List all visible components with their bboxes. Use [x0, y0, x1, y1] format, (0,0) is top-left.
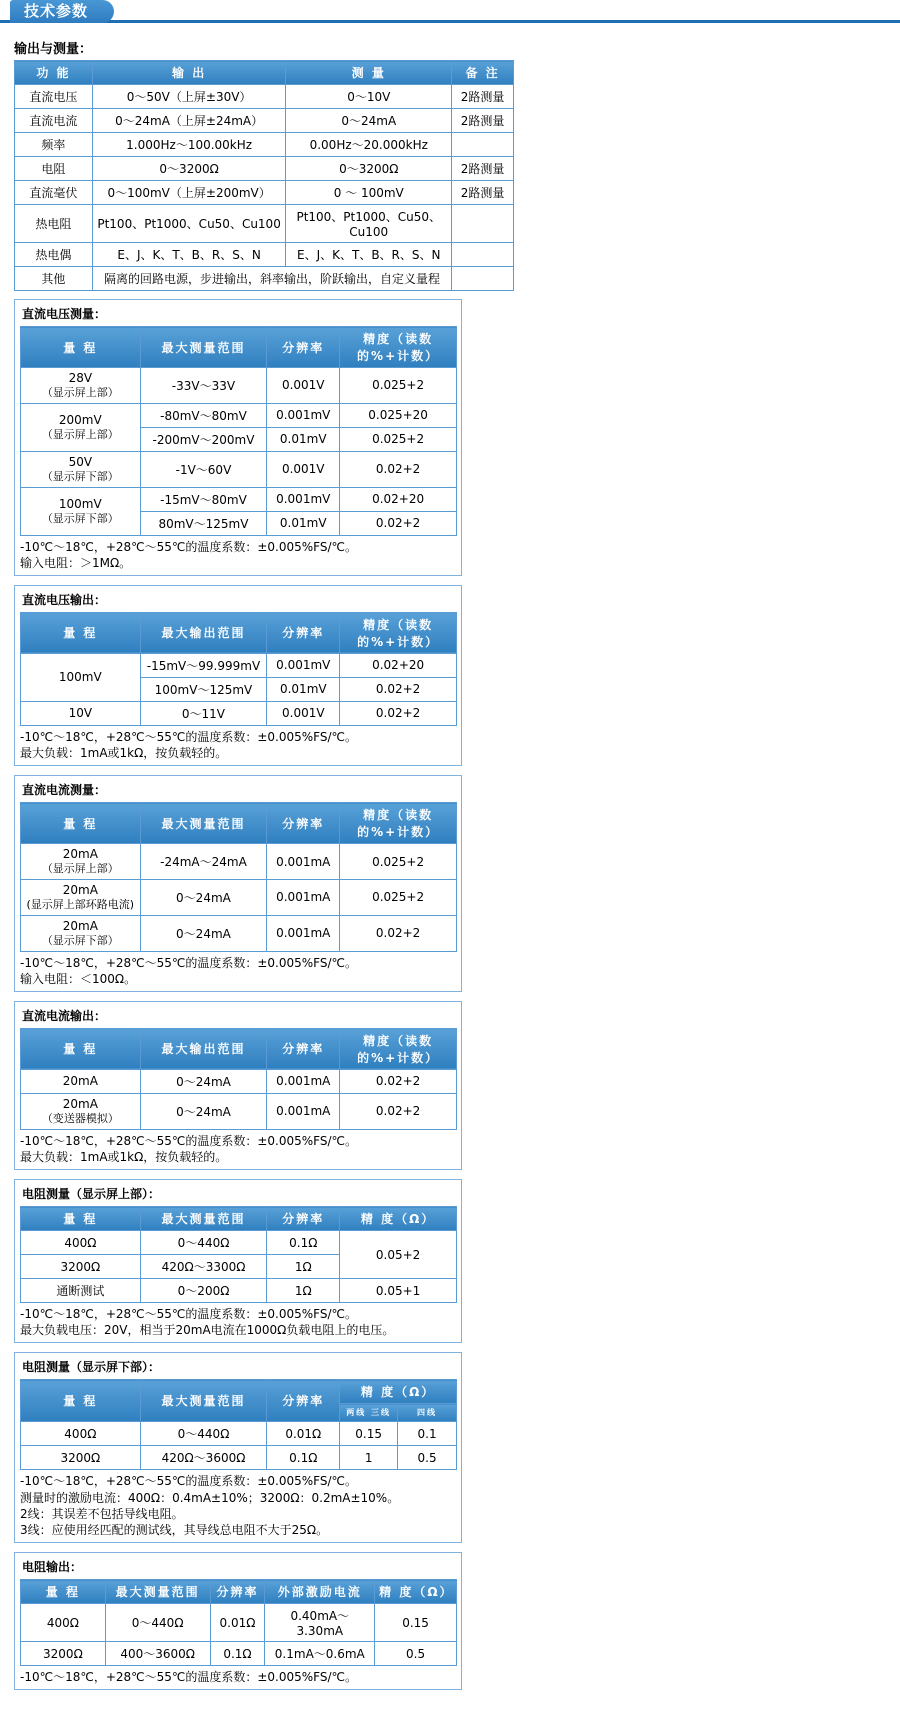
col-range: 量 程 [21, 1207, 141, 1231]
cell-accuracy: 0.025+2 [340, 844, 457, 880]
table-row [21, 844, 457, 880]
col-accuracy: 精 度（Ω） [340, 1380, 457, 1404]
table-row [21, 701, 457, 725]
cell-resolution: 0.01Ω [267, 1422, 340, 1446]
col-resolution: 分辨率 [267, 1028, 340, 1069]
col-max: 最大测量范围 [140, 1207, 267, 1231]
cell-resolution: 0.001mA [267, 915, 340, 951]
cell-accuracy: 0.05+1 [340, 1279, 457, 1303]
cell-resolution: 0.001mA [267, 880, 340, 916]
cell-accuracy: 0.02+2 [340, 701, 457, 725]
cell-measure: 0～3200Ω [286, 157, 452, 181]
table-header-row [15, 61, 514, 85]
cell-max: -200mV～200mV [140, 427, 267, 451]
range-value: 20mA [62, 847, 98, 862]
cell-resolution: 0.01mV [267, 511, 340, 535]
note-line: -10℃～18℃，+28℃～55℃的温度系数：±0.005%FS/℃。 [20, 1474, 358, 1489]
table-row [21, 487, 457, 511]
col-max: 最大测量范围 [105, 1580, 210, 1604]
note-line: -10℃～18℃，+28℃～55℃的温度系数：±0.005%FS/℃。 [20, 1133, 358, 1148]
cell-max: 0～11V [140, 701, 267, 725]
cell-function: 直流电压 [15, 85, 93, 109]
note-line: -10℃～18℃，+28℃～55℃的温度系数：±0.005%FS/℃。 [20, 1670, 358, 1685]
cell-resolution: 0.001mA [267, 844, 340, 880]
table-header-row [21, 1380, 457, 1404]
range-value: 100mV [58, 496, 102, 511]
col-range: 量 程 [21, 327, 141, 368]
page-banner [0, 0, 900, 30]
col-range: 量 程 [21, 1028, 141, 1069]
note-line: 3线：应使用经匹配的测试线，其导线总电阻不大于25Ω。 [20, 1522, 329, 1537]
block-notes [20, 1669, 456, 1685]
table-row [15, 205, 514, 243]
block-title: 电阻测量（显示屏下部）： [22, 1360, 161, 1375]
cell-function: 其他 [15, 267, 93, 291]
table-row [21, 1446, 457, 1470]
block-dc-current-output [14, 1001, 462, 1170]
range-value: 20mA [62, 918, 98, 933]
cell-function: 直流毫伏 [15, 181, 93, 205]
block-title: 电阻测量（显示屏上部）： [22, 1187, 161, 1201]
cell-max: 0～440Ω [140, 1422, 267, 1446]
table-row [21, 915, 457, 951]
range-value: 100mV [58, 670, 102, 685]
cell-accuracy: 0.05+2 [340, 1231, 457, 1279]
col-external-current: 外部激励电流 [265, 1580, 375, 1604]
block-notes [20, 1133, 456, 1165]
table-dc-current-measure [20, 802, 457, 951]
cell-output: 1.000Hz～100.00kHz [92, 133, 286, 157]
cell-max: 100mV～125mV [140, 677, 267, 701]
cell-function: 热电偶 [15, 243, 93, 267]
cell-resolution: 0.001mV [267, 653, 340, 677]
cell-accuracy: 0.025+2 [340, 427, 457, 451]
cell-max: -80mV～80mV [140, 403, 267, 427]
note-line: -10℃～18℃，+28℃～55℃的温度系数：±0.005%FS/℃。 [20, 539, 358, 554]
cell-range: 400Ω [21, 1604, 106, 1642]
note-line: -10℃～18℃，+28℃～55℃的温度系数：±0.005%FS/℃。 [20, 729, 358, 744]
table-row [21, 1279, 457, 1303]
range-note: (显示屏上部环路电流) [26, 898, 135, 911]
col-max: 最大测量范围 [140, 803, 267, 844]
note-line: 输入电阻：＜100Ω。 [20, 971, 137, 986]
note-line: 最大负载电压：20V，相当于20mA电流在1000Ω负载电阻上的电压。 [20, 1323, 395, 1338]
block-title: 直流电压输出： [22, 592, 107, 607]
note-line: 最大负载：1mA或1kΩ，按负载轻的。 [20, 1149, 228, 1164]
block-dc-voltage-output [14, 585, 462, 766]
block-dc-voltage-measure [14, 299, 462, 576]
cell-output: Pt100、Pt1000、Cu50、Cu100 [92, 205, 286, 243]
cell-range: 3200Ω [21, 1446, 141, 1470]
col-max: 最大输出范围 [140, 1028, 267, 1069]
block-notes [20, 539, 456, 571]
cell-resolution: 0.001V [267, 451, 340, 487]
cell-max: 0～24mA [140, 880, 267, 916]
col-max: 最大测量范围 [140, 1380, 267, 1422]
cell-range [21, 403, 141, 451]
table-resistance-measure-lower [20, 1379, 457, 1470]
cell-range [21, 915, 141, 951]
table-dc-current-output [20, 1028, 457, 1130]
block-resistance-measure-upper [14, 1179, 462, 1343]
cell-accuracy: 0.02+2 [340, 451, 457, 487]
cell-output: 隔离的回路电源，步进输出，斜率输出，阶跃输出，自定义量程 [92, 267, 451, 291]
note-line: 测量时的激励电流：400Ω：0.4mA±10%；3200Ω：0.2mA±10%。 [20, 1490, 400, 1505]
cell-external-current: 0.40mA～3.30mA [265, 1604, 375, 1642]
cell-range [21, 368, 141, 404]
cell-max: 0～24mA [140, 1069, 267, 1093]
cell-range [21, 1093, 141, 1129]
range-note: （变送器模拟） [41, 1111, 119, 1125]
col-resolution: 分辨率 [267, 612, 340, 653]
table-row [21, 403, 457, 427]
cell-range [21, 880, 141, 916]
range-note: （显示屏上部） [41, 862, 119, 876]
table-row [15, 157, 514, 181]
col-function: 功 能 [15, 61, 93, 85]
block-resistance-output [14, 1552, 462, 1690]
cell-remark [452, 205, 514, 243]
cell-accuracy: 0.02+2 [340, 1069, 457, 1093]
table-resistance-output [20, 1579, 457, 1666]
cell-max: 80mV～125mV [140, 511, 267, 535]
cell-measure: 0 ～ 100mV [286, 181, 452, 205]
cell-range: 400Ω [21, 1422, 141, 1446]
table-io-measure [14, 60, 514, 291]
col-range: 量 程 [21, 612, 141, 653]
table-row [21, 880, 457, 916]
cell-accuracy-4wire: 0.5 [398, 1446, 457, 1470]
cell-accuracy: 0.02+2 [340, 677, 457, 701]
col-accuracy: 精度（读数的%+计数） [340, 327, 457, 368]
cell-output: 0～50V（上屏±30V） [92, 85, 286, 109]
table-row [21, 1231, 457, 1255]
table-row [21, 1642, 457, 1666]
banner-rule [0, 20, 900, 23]
col-range: 量 程 [21, 803, 141, 844]
cell-max: -33V～33V [140, 368, 267, 404]
cell-remark: 2路测量 [452, 157, 514, 181]
cell-measure: 0～24mA [286, 109, 452, 133]
cell-accuracy: 0.02+2 [340, 511, 457, 535]
cell-measure: 0.00Hz～20.000kHz [286, 133, 452, 157]
block-resistance-measure-lower [14, 1352, 462, 1543]
cell-max: -24mA～24mA [140, 844, 267, 880]
cell-resolution: 0.1Ω [267, 1446, 340, 1470]
range-value: 200mV [58, 412, 102, 427]
col-remark: 备 注 [452, 61, 514, 85]
cell-accuracy: 0.15 [375, 1604, 457, 1642]
cell-range: 10V [21, 701, 141, 725]
col-accuracy-4wire: 四线 [398, 1404, 457, 1422]
block-title: 直流电流输出： [22, 1008, 107, 1023]
cell-accuracy: 0.02+20 [340, 487, 457, 511]
cell-range: 20mA [21, 1069, 141, 1093]
col-max: 最大测量范围 [140, 327, 267, 368]
table-header-row [21, 803, 457, 844]
cell-resolution: 1Ω [267, 1255, 340, 1279]
cell-max: -15mV～80mV [140, 487, 267, 511]
cell-external-current: 0.1mA～0.6mA [265, 1642, 375, 1666]
range-note: （显示屏下部） [41, 933, 119, 947]
cell-max: 0～24mA [140, 1093, 267, 1129]
table-header-row [21, 612, 457, 653]
col-measure: 测 量 [286, 61, 452, 85]
table-row [21, 1093, 457, 1129]
cell-range: 3200Ω [21, 1255, 141, 1279]
block-title: 直流电流测量： [22, 783, 107, 798]
cell-range [21, 653, 141, 701]
cell-max: 400～3600Ω [105, 1642, 210, 1666]
cell-accuracy: 0.02+2 [340, 915, 457, 951]
cell-max: -1V～60V [140, 451, 267, 487]
range-note: （显示屏下部） [41, 511, 119, 525]
cell-accuracy-2-3wire: 1 [340, 1446, 398, 1470]
table-header-row [21, 1028, 457, 1069]
table-row [15, 243, 514, 267]
cell-output: E、J、K、T、B、R、S、N [92, 243, 286, 267]
cell-accuracy-2-3wire: 0.15 [340, 1422, 398, 1446]
cell-resolution: 0.01mV [267, 427, 340, 451]
block-title: 直流电压测量： [22, 307, 107, 321]
cell-resolution: 0.001mV [267, 403, 340, 427]
col-range: 量 程 [21, 1580, 106, 1604]
table-row [15, 85, 514, 109]
cell-accuracy: 0.025+2 [340, 880, 457, 916]
cell-resolution: 0.001V [267, 368, 340, 404]
cell-max: 0～440Ω [105, 1604, 210, 1642]
table-row [21, 451, 457, 487]
cell-resolution: 0.001mV [267, 487, 340, 511]
col-output: 输 出 [92, 61, 286, 85]
cell-range: 400Ω [21, 1231, 141, 1255]
table-header-row [21, 327, 457, 368]
cell-range: 通断测试 [21, 1279, 141, 1303]
col-accuracy-2-3wire: 两线 三线 [340, 1404, 398, 1422]
table-row [15, 267, 514, 291]
cell-max: 420Ω～3600Ω [140, 1446, 267, 1470]
table-row [21, 1604, 457, 1642]
cell-resolution: 0.001mA [267, 1069, 340, 1093]
table-header-row [21, 1207, 457, 1231]
cell-measure: E、J、K、T、B、R、S、N [286, 243, 452, 267]
cell-resolution: 0.01mV [267, 677, 340, 701]
table-row [21, 368, 457, 404]
cell-remark: 2路测量 [452, 181, 514, 205]
cell-accuracy: 0.025+2 [340, 368, 457, 404]
cell-output: 0～3200Ω [92, 157, 286, 181]
table-row [15, 133, 514, 157]
cell-function: 热电阻 [15, 205, 93, 243]
range-note: （显示屏上部） [41, 386, 119, 399]
cell-function: 直流电流 [15, 109, 93, 133]
col-resolution: 分辨率 [267, 327, 340, 368]
cell-range [21, 451, 141, 487]
table-dc-voltage-measure [20, 326, 457, 536]
cell-function: 电阻 [15, 157, 93, 181]
cell-accuracy: 0.025+20 [340, 403, 457, 427]
cell-range: 3200Ω [21, 1642, 106, 1666]
cell-resolution: 0.01Ω [210, 1604, 265, 1642]
cell-function: 频率 [15, 133, 93, 157]
block-dc-current-measure [14, 775, 462, 992]
range-value: 20mA [62, 1096, 98, 1111]
cell-measure: 0～10V [286, 85, 452, 109]
cell-output: 0～24mA（上屏±24mA） [92, 109, 286, 133]
cell-accuracy: 0.5 [375, 1642, 457, 1666]
cell-accuracy: 0.02+2 [340, 1093, 457, 1129]
banner-tab-label: 技术参数 [10, 0, 114, 23]
table-row [21, 1422, 457, 1446]
note-line: -10℃～18℃，+28℃～55℃的温度系数：±0.005%FS/℃。 [20, 955, 358, 970]
cell-range [21, 844, 141, 880]
range-value: 20mA [62, 883, 98, 897]
range-value: 28V [68, 371, 93, 385]
note-line: -10℃～18℃，+28℃～55℃的温度系数：±0.005%FS/℃。 [20, 1307, 358, 1321]
block-notes [20, 729, 456, 761]
cell-remark [452, 243, 514, 267]
cell-max: 420Ω～3300Ω [140, 1255, 267, 1279]
col-accuracy: 精度（读数的%+计数） [340, 1028, 457, 1069]
note-line: 最大负载：1mA或1kΩ，按负载轻的。 [20, 746, 228, 761]
col-accuracy: 精 度（Ω） [375, 1580, 457, 1604]
cell-accuracy-4wire: 0.1 [398, 1422, 457, 1446]
col-accuracy: 精 度（Ω） [340, 1207, 457, 1231]
col-accuracy: 精度（读数的%+计数） [340, 612, 457, 653]
table-row [15, 181, 514, 205]
table-resistance-measure-upper [20, 1206, 457, 1303]
col-max: 最大输出范围 [140, 612, 267, 653]
cell-resolution: 0.001V [267, 701, 340, 725]
range-note: （显示屏下部） [41, 469, 119, 483]
block-notes [20, 1306, 456, 1338]
range-note: （显示屏上部） [41, 427, 119, 441]
cell-remark: 2路测量 [452, 109, 514, 133]
cell-range [21, 487, 141, 535]
block-title: 电阻输出： [22, 1560, 83, 1575]
table-header-row [21, 1580, 457, 1604]
col-accuracy: 精度（读数的%+计数） [340, 803, 457, 844]
col-resolution: 分辨率 [210, 1580, 265, 1604]
note-line: 输入电阻：＞1MΩ。 [20, 555, 132, 570]
cell-resolution: 0.001mA [267, 1093, 340, 1129]
block-notes [20, 955, 456, 987]
block-notes [20, 1473, 456, 1538]
table-dc-voltage-output [20, 612, 457, 726]
section-title-io: 输出与测量： [14, 42, 93, 57]
col-resolution: 分辨率 [267, 803, 340, 844]
note-line: 2线：其误差不包括导线电阻。 [20, 1506, 184, 1521]
cell-remark [452, 267, 514, 291]
range-value: 50V [68, 454, 93, 469]
col-resolution: 分辨率 [267, 1380, 340, 1422]
cell-max: 0～440Ω [140, 1231, 267, 1255]
cell-max: 0～200Ω [140, 1279, 267, 1303]
page-body [0, 30, 900, 1709]
table-row [21, 653, 457, 677]
col-range: 量 程 [21, 1380, 141, 1422]
cell-max: -15mV～99.999mV [140, 653, 267, 677]
cell-accuracy: 0.02+20 [340, 653, 457, 677]
cell-measure: Pt100、Pt1000、Cu50、Cu100 [286, 205, 452, 243]
cell-output: 0～100mV（上屏±200mV） [92, 181, 286, 205]
cell-resolution: 1Ω [267, 1279, 340, 1303]
cell-remark [452, 133, 514, 157]
cell-max: 0～24mA [140, 915, 267, 951]
table-row [15, 109, 514, 133]
cell-remark: 2路测量 [452, 85, 514, 109]
cell-resolution: 0.1Ω [210, 1642, 265, 1666]
table-row [21, 1069, 457, 1093]
col-resolution: 分辨率 [267, 1207, 340, 1231]
cell-resolution: 0.1Ω [267, 1231, 340, 1255]
